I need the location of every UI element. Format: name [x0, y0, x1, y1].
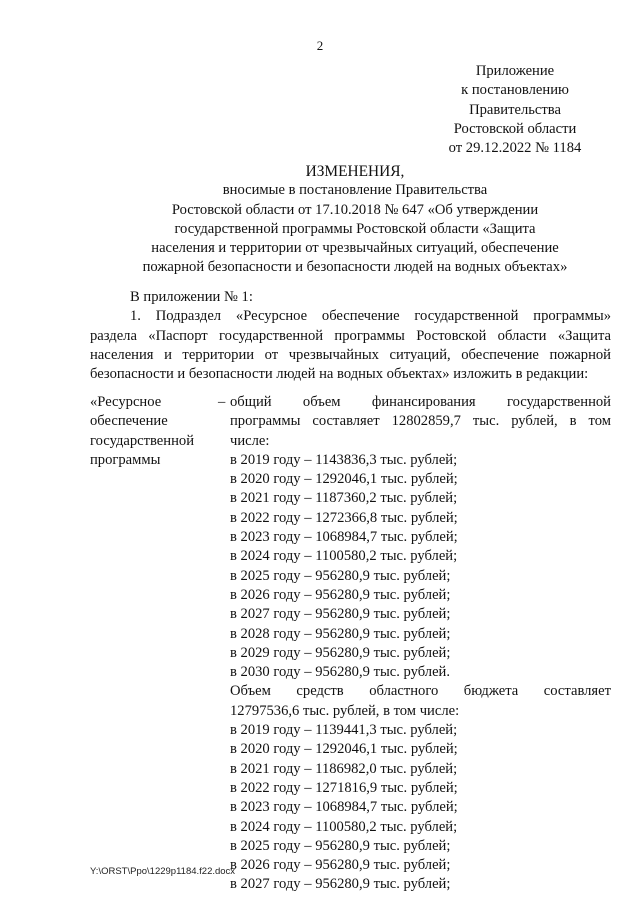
- year-item: в 2026 году – 956280,9 тыс. рублей;: [230, 586, 451, 603]
- paragraph-line: безопасности и безопасности людей на водных объектах» изложить в редакции:: [90, 366, 589, 383]
- regional-year-item: в 2024 году – 1100580,2 тыс. рублей;: [230, 818, 458, 835]
- resource-label-line: обеспечение: [90, 413, 168, 430]
- regional-year-item: в 2022 году – 1271816,9 тыс. рублей;: [230, 779, 458, 796]
- total-line: общий объем финансирования государственной: [230, 394, 611, 410]
- title-line: Ростовской области от 17.10.2018 № 647 «Об утверждении: [171, 201, 539, 218]
- resource-label: [90, 393, 218, 470]
- page-number: 2: [316, 38, 324, 53]
- year-item: в 2020 году – 1292046,1 тыс. рублей;: [230, 471, 458, 488]
- year-item: в 2021 году – 1187360,2 тыс. рублей;: [230, 490, 458, 507]
- appendix-line: Правительства: [469, 101, 561, 118]
- paragraph-line: раздела «Паспорт государственной программы Ростовской области «Защита: [90, 327, 611, 344]
- appendix-block: [430, 62, 600, 158]
- title-line: вносимые в постановление Правительства: [222, 182, 488, 199]
- intro-heading: В приложении № 1:: [130, 289, 253, 305]
- footer-file-path: Y:\ORST\Ppo\1229p1184.f22.docx: [90, 866, 236, 877]
- appendix-line: к постановлению: [461, 82, 569, 99]
- title-line: населения и территории от чрезвычайных ситуаций, обеспечение: [151, 240, 559, 257]
- title-line: пожарной безопасности и безопасности людей на водных объектах»: [142, 259, 568, 276]
- paragraph-line: 1. Подраздел «Ресурсное обеспечение государственной программы»: [130, 308, 611, 325]
- intro-section: [90, 288, 611, 384]
- resource-label-line: программы: [90, 451, 161, 468]
- resource-content: [230, 393, 611, 895]
- regional-year-item: в 2027 году – 956280,9 тыс. рублей;: [230, 876, 451, 893]
- year-item: в 2019 году – 1143836,3 тыс. рублей;: [230, 451, 458, 468]
- total-line: программы составляет 12802859,7 тыс. рублей, в том: [230, 413, 611, 430]
- resource-dash: –: [218, 394, 226, 410]
- appendix-line: Приложение: [475, 63, 555, 79]
- document-title: [100, 162, 610, 278]
- year-item: в 2023 году – 1068984,7 тыс. рублей;: [230, 529, 458, 546]
- year-item: в 2024 году – 1100580,2 тыс. рублей;: [230, 548, 458, 565]
- regional-line: 12797536,6 тыс. рублей, в том числе:: [230, 702, 460, 719]
- year-item: в 2030 году – 956280,9 тыс. рублей.: [230, 664, 451, 681]
- resource-label-line: «Ресурсное: [90, 394, 162, 410]
- regional-year-item: в 2019 году – 1139441,3 тыс. рублей;: [230, 722, 458, 739]
- year-item: в 2028 году – 956280,9 тыс. рублей;: [230, 625, 451, 642]
- year-item: в 2022 году – 1272366,8 тыс. рублей;: [230, 509, 458, 526]
- regional-line: Объем средств областного бюджета составляет: [230, 683, 611, 700]
- year-item: в 2029 году – 956280,9 тыс. рублей;: [230, 644, 451, 661]
- regional-year-item: в 2026 году – 956280,9 тыс. рублей;: [230, 857, 451, 874]
- regional-year-item: в 2025 году – 956280,9 тыс. рублей;: [230, 837, 451, 854]
- resource-label-line: государственной: [90, 432, 195, 449]
- year-item: в 2025 году – 956280,9 тыс. рублей;: [230, 567, 451, 584]
- title-line: государственной программы Ростовской области «Защита: [174, 220, 536, 237]
- paragraph-line: населения и территории от чрезвычайных ситуаций, обеспечение пожарной: [90, 346, 611, 363]
- title-heading: ИЗМЕНЕНИЯ,: [305, 163, 405, 180]
- regional-year-item: в 2023 году – 1068984,7 тыс. рублей;: [230, 799, 458, 816]
- total-line: числе:: [230, 432, 270, 449]
- regional-year-item: в 2020 году – 1292046,1 тыс. рублей;: [230, 741, 458, 758]
- year-item: в 2027 году – 956280,9 тыс. рублей;: [230, 606, 451, 623]
- appendix-line: от 29.12.2022 № 1184: [448, 140, 582, 157]
- appendix-line: Ростовской области: [453, 120, 577, 137]
- regional-year-item: в 2021 году – 1186982,0 тыс. рублей;: [230, 760, 458, 777]
